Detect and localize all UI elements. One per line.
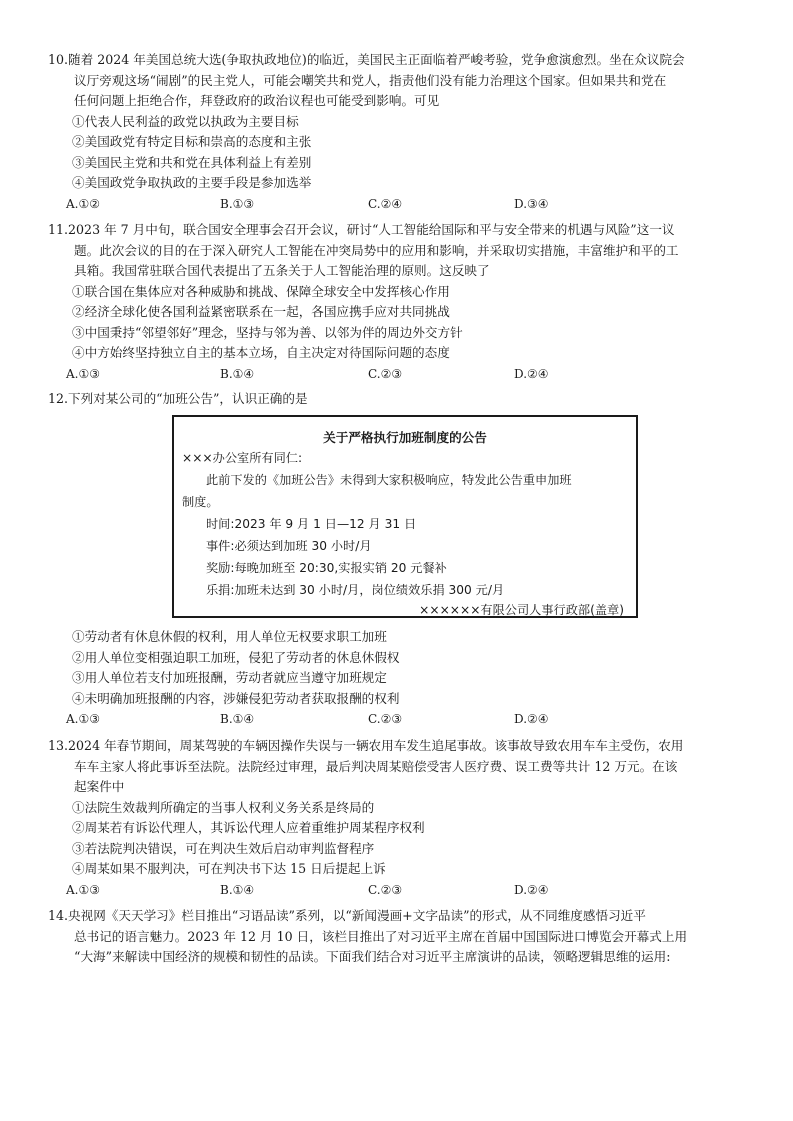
q11-option-1: ①联合国在集体应对各种威胁和挑战、保障全球安全中发挥核心作用: [72, 283, 450, 299]
q13-choices: [48, 880, 760, 901]
q11-choice-c: C.②③: [368, 366, 403, 381]
q11-choices: [48, 364, 760, 385]
q13-stem-line-2: 车车主家人将此事诉至法院。法院经过审理，最后判决周某赔偿受害人医疗费、误工费等共计 12 万元。在该: [74, 758, 678, 774]
q10-option-2: ②美国政党有特定目标和崇高的态度和主张: [72, 134, 312, 149]
q13-choice-c: C.②③: [368, 882, 403, 897]
q12-choice-a: A.①③: [66, 712, 100, 726]
notice-recipient: ×××办公室所有同仁:: [182, 451, 303, 465]
notice-signature: ××××××有限公司人事行政部(盖章): [419, 603, 624, 617]
q12-choice-b: B.①④: [220, 712, 255, 726]
question-12-options: [48, 627, 760, 730]
q11-stem-line-3: 具箱。我国常驻联合国代表提出了五条关于人工智能治理的原则。这反映了: [74, 263, 490, 278]
q11-option-3: ③中国秉持“邻望邻好”理念，坚持与邻为善、以邻为伴的周边外交方针: [72, 324, 463, 340]
notice-body-line-1: 此前下发的《加班公告》未得到大家积极响应，特发此公告重申加班: [206, 473, 572, 487]
overtime-notice-box: [172, 415, 638, 618]
question-10: [48, 50, 760, 214]
q11-choice-b: B.①④: [220, 366, 255, 381]
q10-choice-d: D.③④: [514, 196, 549, 211]
question-14: [48, 906, 760, 968]
notice-title: 关于严格执行加班制度的公告: [323, 430, 487, 445]
q11-choice-d: D.②④: [514, 366, 549, 381]
q14-stem-line-2: 总书记的语言魅力。2023 年 12 月 10 日，该栏目推出了对习近平主席在首届中国国际进口博览会开幕式上用: [74, 928, 688, 944]
q13-choice-d: D.②④: [514, 882, 549, 897]
q10-option-1: ①代表人民利益的政党以执政为主要目标: [72, 113, 299, 129]
q12-choice-d: D.②④: [514, 712, 549, 726]
q10-stem-line-2: 议厅旁观这场“闹剧”的民主党人，可能会嘲笑共和党人，指责他们没有能力治理这个国家。但如果共和党在: [74, 72, 667, 88]
q10-choices: [48, 194, 760, 215]
notice-body-line-2: 制度。: [182, 495, 219, 509]
q12-option-3: ③用人单位若支付加班报酬，劳动者就应当遵守加班规定: [72, 670, 387, 685]
question-11: [48, 220, 760, 384]
q10-stem-line-3: 任何问题上拒绝合作，拜登政府的政治议程也可能受到影响。可见: [74, 93, 440, 108]
question-13: [48, 736, 760, 900]
q12-choices: [48, 709, 760, 730]
q12-choice-c: C.②③: [368, 712, 403, 726]
q13-option-2: ②周某若有诉讼代理人，其诉讼代理人应着重维护周某程序权利: [72, 820, 425, 835]
notice-reward: 奖励:每晚加班至 20:30,实报实销 20 元餐补: [206, 561, 447, 575]
q12-option-4: ④未明确加班报酬的内容，涉嫌侵犯劳动者获取报酬的权利: [72, 690, 400, 706]
q12-option-1: ①劳动者有休息休假的权利，用人单位无权要求职工加班: [72, 629, 387, 644]
q14-stem-line-1: 14.央视网《天天学习》栏目推出“习语品读”系列，以“新闻漫画+文字品读”的形式，从不同维度感悟习近平: [48, 908, 646, 923]
notice-event: 事件:必须达到加班 30 小时/月: [206, 539, 372, 553]
q14-stem-line-3: “大海”来解读中国经济的规模和韧性的品读。下面我们结合对习近平主席演讲的品读，领略逻辑思维的运用:: [74, 949, 671, 964]
question-12: [48, 389, 760, 410]
q13-choice-a: A.①③: [66, 882, 100, 897]
q11-option-2: ②经济全球化使各国利益紧密联系在一起，各国应携手应对共同挑战: [72, 304, 450, 319]
q11-stem-line-1: 11.2023 年 7 月中旬，联合国安全理事会召开会议，研讨“人工智能给国际和平与安全带来的机遇与风险”这一议: [48, 222, 675, 237]
q11-choice-a: A.①③: [66, 366, 100, 381]
q13-stem-line-1: 13.2024 年春节期间，周某驾驶的车辆因操作失误与一辆农用车发生追尾事故。该事故导致农用车车主受伤，农用: [48, 738, 684, 753]
q13-stem-line-3: 起案件中: [74, 779, 125, 794]
q13-option-3: ③若法院判决错误，可在判决生效后启动审判监督程序: [72, 840, 375, 856]
q12-option-2: ②用人单位变相强迫职工加班，侵犯了劳动者的休息休假权: [72, 649, 400, 665]
notice-donate: 乐捐:加班未达到 30 小时/月，岗位绩效乐捐 300 元/月: [206, 583, 505, 597]
q10-stem-line-1: 10.随着 2024 年美国总统大选(争取执政地位)的临近，美国民主正面临着严峻考验，党争愈演愈烈。坐在众议院会: [48, 52, 685, 67]
q11-option-4: ④中方始终坚持独立自主的基本立场，自主决定对待国际问题的态度: [72, 345, 450, 360]
q10-choice-c: C.②④: [368, 196, 403, 211]
q10-option-3: ③美国民主党和共和党在具体利益上有差别: [72, 154, 312, 170]
q11-stem-line-2: 题。此次会议的目的在于深入研究人工智能在冲突局势中的应用和影响，并采取切实措施，丰富维护和平的工: [74, 242, 679, 258]
q12-stem: 12.下列对某公司的“加班公告”，认识正确的是: [48, 391, 308, 406]
q10-choice-a: A.①②: [66, 196, 100, 211]
q10-choice-b: B.①③: [220, 196, 255, 211]
q13-option-1: ①法院生效裁判所确定的当事人权利义务关系是终局的: [72, 799, 375, 815]
notice-time: 时间:2023 年 9 月 1 日—12 月 31 日: [206, 517, 417, 531]
q13-choice-b: B.①④: [220, 882, 255, 897]
q10-option-4: ④美国政党争取执政的主要手段是参加选举: [72, 175, 312, 190]
q13-option-4: ④周某如果不服判决，可在判决书下达 15 日后提起上诉: [72, 861, 386, 876]
